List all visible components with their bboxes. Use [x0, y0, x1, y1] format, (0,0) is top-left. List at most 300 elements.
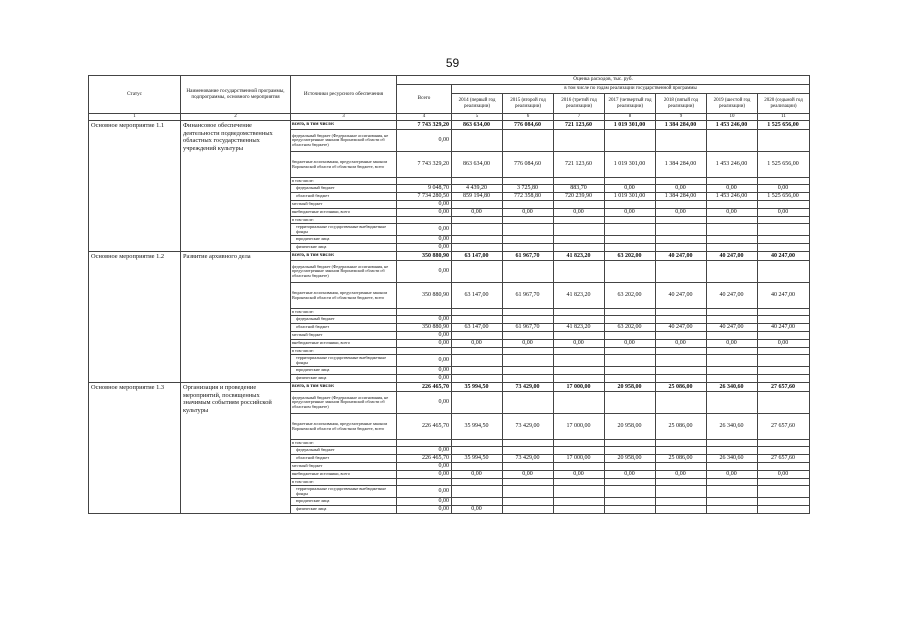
amount-total: 0,00 [397, 463, 452, 471]
funding-source: всего, в том числе: [291, 121, 397, 130]
amount-year: 73 429,00 [503, 455, 554, 463]
funding-source: в том числе: [291, 479, 397, 486]
column-number: 6 [503, 114, 554, 121]
amount-year: 0,00 [452, 340, 503, 348]
amount-year [605, 217, 656, 224]
amount-year [656, 440, 707, 447]
amount-year: 26 340,60 [707, 414, 758, 440]
amount-year [554, 392, 605, 414]
amount-total: 0,00 [397, 209, 452, 217]
amount-year [656, 367, 707, 375]
amount-year: 0,00 [554, 209, 605, 217]
amount-year: 721 123,60 [554, 121, 605, 130]
header-estimate: Оценка расходов, тыс. руб. [397, 76, 810, 85]
funding-source: территориальные государственные внебюджетные фонды [291, 224, 397, 236]
amount-year: 40 247,00 [656, 252, 707, 261]
amount-year [503, 261, 554, 283]
amount-year [503, 217, 554, 224]
amount-year: 0,00 [758, 209, 810, 217]
header-status: Статус [89, 76, 181, 114]
amount-year: 0,00 [452, 506, 503, 514]
amount-year [452, 348, 503, 355]
amount-year: 776 084,60 [503, 152, 554, 178]
amount-year [605, 332, 656, 340]
header-year-2017: 2017 (четвертый год реализации) [605, 94, 656, 114]
amount-year [758, 375, 810, 383]
amount-year: 883,70 [554, 185, 605, 193]
amount-total [397, 440, 452, 447]
amount-year [554, 244, 605, 252]
amount-year: 1 453 246,00 [707, 193, 758, 201]
funding-source: федеральный бюджет (Федеральные ассигнования, не предусмотренные законом Воронежской области об областном бюджете) [291, 392, 397, 414]
column-number: 4 [397, 114, 452, 121]
amount-year: 40 247,00 [758, 252, 810, 261]
section-status: Основное мероприятие 1.3 [89, 383, 181, 514]
funding-source: бюджетные ассигнования, предусмотренные законом Воронежской области об областном бюджете, всего [291, 283, 397, 309]
amount-year [656, 486, 707, 498]
amount-year [707, 224, 758, 236]
amount-year [503, 355, 554, 367]
amount-year [707, 463, 758, 471]
amount-year [554, 486, 605, 498]
amount-year [452, 261, 503, 283]
amount-year: 27 657,60 [758, 383, 810, 392]
amount-year: 0,00 [707, 340, 758, 348]
funding-source: федеральный бюджет [291, 447, 397, 455]
table-row [89, 383, 810, 392]
amount-total: 0,00 [397, 506, 452, 514]
amount-year: 63 202,00 [605, 283, 656, 309]
amount-year: 0,00 [758, 340, 810, 348]
amount-year: 26 340,60 [707, 455, 758, 463]
amount-year [707, 440, 758, 447]
amount-year [605, 316, 656, 324]
amount-year: 0,00 [605, 209, 656, 217]
funding-source: бюджетные ассигнования, предусмотренные законом Воронежской области об областном бюджете, всего [291, 152, 397, 178]
section-name: Финансовое обеспечение деятельности подведомственных областных государственных учреждений культуры [181, 121, 291, 252]
funding-source: территориальные государственные внебюджетные фонды [291, 355, 397, 367]
amount-year: 0,00 [503, 471, 554, 479]
table-row [89, 121, 810, 130]
amount-year: 20 958,00 [605, 414, 656, 440]
amount-year [758, 244, 810, 252]
page-number: 59 [445, 56, 460, 70]
amount-year [605, 479, 656, 486]
amount-year: 41 823,20 [554, 283, 605, 309]
column-number: 9 [656, 114, 707, 121]
amount-year [656, 447, 707, 455]
amount-year [656, 392, 707, 414]
amount-year [758, 316, 810, 324]
amount-year: 0,00 [656, 340, 707, 348]
amount-total: 0,00 [397, 316, 452, 324]
amount-year [503, 332, 554, 340]
amount-year [605, 392, 656, 414]
amount-year: 720 239,90 [554, 193, 605, 201]
amount-year [554, 316, 605, 324]
amount-year: 17 000,00 [554, 455, 605, 463]
amount-year: 772 358,80 [503, 193, 554, 201]
amount-year [452, 392, 503, 414]
amount-year [605, 486, 656, 498]
amount-total: 0,00 [397, 201, 452, 209]
column-number: 3 [291, 114, 397, 121]
amount-year [656, 332, 707, 340]
amount-year [554, 375, 605, 383]
header-year-2014: 2014 (первый год реализации) [452, 94, 503, 114]
amount-year: 0,00 [707, 209, 758, 217]
amount-year: 0,00 [452, 471, 503, 479]
table-header [89, 76, 810, 121]
amount-year: 63 147,00 [452, 252, 503, 261]
amount-year: 40 247,00 [758, 324, 810, 332]
amount-year: 0,00 [503, 340, 554, 348]
amount-year: 27 657,60 [758, 455, 810, 463]
amount-year [605, 309, 656, 316]
amount-total: 350 880,90 [397, 252, 452, 261]
column-number-row [89, 114, 810, 121]
amount-total: 0,00 [397, 471, 452, 479]
amount-year [452, 236, 503, 244]
amount-year [758, 178, 810, 185]
amount-year: 1 525 656,00 [758, 121, 810, 130]
amount-year: 26 340,60 [707, 383, 758, 392]
amount-year [707, 367, 758, 375]
amount-year: 61 967,70 [503, 324, 554, 332]
column-number: 7 [554, 114, 605, 121]
amount-year [554, 447, 605, 455]
amount-year [656, 463, 707, 471]
amount-year [758, 236, 810, 244]
column-number: 1 [89, 114, 181, 121]
amount-year [656, 506, 707, 514]
amount-total: 226 465,70 [397, 383, 452, 392]
amount-total: 7 734 280,50 [397, 193, 452, 201]
amount-year [503, 236, 554, 244]
amount-year [656, 375, 707, 383]
amount-year [758, 463, 810, 471]
amount-year [758, 224, 810, 236]
funding-source: федеральный бюджет (Федеральные ассигнования, не предусмотренные законом Воронежской области об областном бюджете) [291, 130, 397, 152]
amount-year [656, 201, 707, 209]
amount-year [605, 367, 656, 375]
amount-year [758, 348, 810, 355]
funding-source: всего, в том числе: [291, 252, 397, 261]
amount-total: 7 743 329,20 [397, 152, 452, 178]
amount-year: 1 019 301,00 [605, 121, 656, 130]
amount-year [605, 348, 656, 355]
amount-year [503, 447, 554, 455]
amount-total: 0,00 [397, 486, 452, 498]
amount-year [605, 440, 656, 447]
funding-source: всего, в том числе: [291, 383, 397, 392]
amount-year: 1 384 284,00 [656, 121, 707, 130]
amount-year [503, 506, 554, 514]
amount-year: 35 994,50 [452, 455, 503, 463]
amount-year [758, 261, 810, 283]
amount-year [758, 201, 810, 209]
amount-year [452, 440, 503, 447]
amount-year [758, 479, 810, 486]
amount-total: 350 880,90 [397, 283, 452, 309]
amount-year [452, 309, 503, 316]
amount-total [397, 309, 452, 316]
amount-year: 40 247,00 [656, 283, 707, 309]
amount-total: 0,00 [397, 375, 452, 383]
funding-source: юридические лица [291, 367, 397, 375]
amount-year [758, 367, 810, 375]
amount-year [554, 498, 605, 506]
amount-year [758, 130, 810, 152]
amount-year [554, 440, 605, 447]
amount-year [707, 309, 758, 316]
amount-year [758, 498, 810, 506]
section-name: Развитие архивного дела [181, 252, 291, 383]
amount-year [605, 244, 656, 252]
column-number: 10 [707, 114, 758, 121]
amount-year: 721 123,60 [554, 152, 605, 178]
funding-source: территориальные государственные внебюджетные фонды [291, 486, 397, 498]
amount-year [707, 486, 758, 498]
funding-source: федеральный бюджет [291, 185, 397, 193]
amount-year [452, 498, 503, 506]
amount-total: 0,00 [397, 261, 452, 283]
amount-year: 0,00 [554, 340, 605, 348]
amount-year [707, 316, 758, 324]
amount-year [605, 178, 656, 185]
header-year-2020: 2020 (седьмой год реализации) [758, 94, 810, 114]
amount-year [656, 348, 707, 355]
amount-year [605, 236, 656, 244]
amount-total: 0,00 [397, 236, 452, 244]
funding-source: в том числе: [291, 217, 397, 224]
amount-year [758, 309, 810, 316]
amount-year [707, 498, 758, 506]
header-source: Источники ресурсного обеспечения [291, 76, 397, 114]
amount-year [452, 316, 503, 324]
amount-year: 1 019 301,00 [605, 193, 656, 201]
header-by-years: в том числе по годам реализации государственной программы [452, 85, 810, 94]
amount-year [656, 479, 707, 486]
amount-total: 350 880,90 [397, 324, 452, 332]
amount-year: 41 823,20 [554, 324, 605, 332]
amount-total: 0,00 [397, 355, 452, 367]
amount-year [503, 348, 554, 355]
amount-year: 1 384 284,00 [656, 152, 707, 178]
amount-year [656, 316, 707, 324]
amount-year: 1 384 284,00 [656, 193, 707, 201]
header-name: Наименование государственной программы, подпрограммы, основного мероприятия [181, 76, 291, 114]
amount-total: 0,00 [397, 224, 452, 236]
amount-year [554, 355, 605, 367]
amount-total: 0,00 [397, 392, 452, 414]
amount-year [758, 506, 810, 514]
amount-year [758, 440, 810, 447]
funding-source: в том числе: [291, 440, 397, 447]
amount-year [452, 367, 503, 375]
funding-source: в том числе: [291, 348, 397, 355]
amount-year: 0,00 [605, 340, 656, 348]
header-year-2016: 2016 (третий год реализации) [554, 94, 605, 114]
header-total: Всего [397, 85, 452, 114]
amount-year [503, 224, 554, 236]
funding-source: внебюджетные источники, всего [291, 471, 397, 479]
table-body [89, 121, 810, 514]
amount-year: 40 247,00 [707, 324, 758, 332]
amount-year [554, 261, 605, 283]
amount-year: 0,00 [452, 209, 503, 217]
amount-year: 1 525 656,00 [758, 152, 810, 178]
amount-year [605, 224, 656, 236]
funding-source: местный бюджет [291, 332, 397, 340]
amount-total [397, 479, 452, 486]
amount-year [503, 463, 554, 471]
amount-year: 0,00 [656, 471, 707, 479]
amount-total: 9 048,70 [397, 185, 452, 193]
funding-source: в том числе: [291, 309, 397, 316]
amount-year [656, 236, 707, 244]
amount-year [707, 479, 758, 486]
amount-year [758, 447, 810, 455]
amount-year: 17 000,00 [554, 414, 605, 440]
amount-year [605, 201, 656, 209]
amount-year [656, 244, 707, 252]
amount-year [503, 130, 554, 152]
amount-year [554, 236, 605, 244]
amount-year: 17 000,00 [554, 383, 605, 392]
amount-year: 73 429,00 [503, 414, 554, 440]
amount-year: 0,00 [758, 185, 810, 193]
amount-year [707, 392, 758, 414]
amount-year: 35 994,50 [452, 414, 503, 440]
amount-year: 776 084,60 [503, 121, 554, 130]
amount-year: 0,00 [707, 185, 758, 193]
amount-year: 73 429,00 [503, 383, 554, 392]
funding-source: физические лица [291, 244, 397, 252]
section-name: Организация и проведение мероприятий, посвященных значимым событиям российской культуры [181, 383, 291, 514]
amount-year: 0,00 [503, 209, 554, 217]
amount-year [707, 244, 758, 252]
amount-year [554, 348, 605, 355]
amount-year: 0,00 [656, 209, 707, 217]
amount-year [554, 479, 605, 486]
amount-year [503, 178, 554, 185]
funding-source: физические лица [291, 375, 397, 383]
amount-year: 63 147,00 [452, 324, 503, 332]
amount-year: 0,00 [656, 185, 707, 193]
amount-year [656, 309, 707, 316]
section-status: Основное мероприятие 1.2 [89, 252, 181, 383]
amount-year [554, 130, 605, 152]
amount-year [503, 479, 554, 486]
funding-source: физические лица [291, 506, 397, 514]
funding-source: областной бюджет [291, 324, 397, 332]
amount-year [503, 392, 554, 414]
amount-year [707, 348, 758, 355]
amount-year [758, 217, 810, 224]
amount-year [707, 236, 758, 244]
column-number: 5 [452, 114, 503, 121]
table-row [89, 252, 810, 261]
amount-year: 63 202,00 [605, 252, 656, 261]
amount-year: 25 086,00 [656, 414, 707, 440]
amount-year: 0,00 [554, 471, 605, 479]
amount-year [656, 261, 707, 283]
amount-year: 859 194,80 [452, 193, 503, 201]
amount-year [554, 506, 605, 514]
funding-source: в том числе: [291, 178, 397, 185]
amount-year: 63 202,00 [605, 324, 656, 332]
amount-year [554, 309, 605, 316]
amount-year [707, 506, 758, 514]
amount-year [554, 332, 605, 340]
amount-total: 226 465,70 [397, 414, 452, 440]
amount-year [503, 244, 554, 252]
funding-source: бюджетные ассигнования, предусмотренные законом Воронежской области об областном бюджете, всего [291, 414, 397, 440]
amount-year [605, 463, 656, 471]
funding-source: федеральный бюджет (Федеральные ассигнования, не предусмотренные законом Воронежской области об областном бюджете) [291, 261, 397, 283]
amount-year [452, 178, 503, 185]
amount-year: 20 958,00 [605, 383, 656, 392]
amount-year [554, 224, 605, 236]
funding-source: областной бюджет [291, 455, 397, 463]
amount-year [707, 355, 758, 367]
amount-year [656, 217, 707, 224]
amount-year [707, 201, 758, 209]
amount-year [452, 375, 503, 383]
header-year-2015: 2015 (второй год реализации) [503, 94, 554, 114]
amount-year [452, 447, 503, 455]
amount-year: 1 525 656,00 [758, 193, 810, 201]
amount-year [452, 224, 503, 236]
amount-year [503, 201, 554, 209]
amount-year: 863 634,00 [452, 121, 503, 130]
amount-year [656, 355, 707, 367]
amount-year: 0,00 [758, 471, 810, 479]
amount-year: 25 086,00 [656, 383, 707, 392]
amount-total [397, 348, 452, 355]
amount-year [554, 178, 605, 185]
amount-year: 1 019 301,00 [605, 152, 656, 178]
amount-total: 0,00 [397, 340, 452, 348]
amount-total [397, 217, 452, 224]
amount-year [656, 224, 707, 236]
amount-total: 7 743 329,20 [397, 121, 452, 130]
funding-source: областной бюджет [291, 193, 397, 201]
amount-year [452, 244, 503, 252]
amount-year [605, 498, 656, 506]
amount-total: 0,00 [397, 498, 452, 506]
amount-year [452, 355, 503, 367]
amount-year: 25 086,00 [656, 455, 707, 463]
amount-year: 40 247,00 [707, 252, 758, 261]
amount-year [758, 486, 810, 498]
amount-total: 0,00 [397, 367, 452, 375]
section-status: Основное мероприятие 1.1 [89, 121, 181, 252]
amount-year [452, 332, 503, 340]
funding-source: местный бюджет [291, 463, 397, 471]
amount-year [605, 506, 656, 514]
amount-year: 4 439,20 [452, 185, 503, 193]
amount-year [452, 217, 503, 224]
amount-total: 226 465,70 [397, 455, 452, 463]
amount-year [707, 130, 758, 152]
column-number: 11 [758, 114, 810, 121]
amount-year [554, 217, 605, 224]
amount-year: 0,00 [605, 471, 656, 479]
budget-table [88, 75, 810, 514]
column-number: 2 [181, 114, 291, 121]
